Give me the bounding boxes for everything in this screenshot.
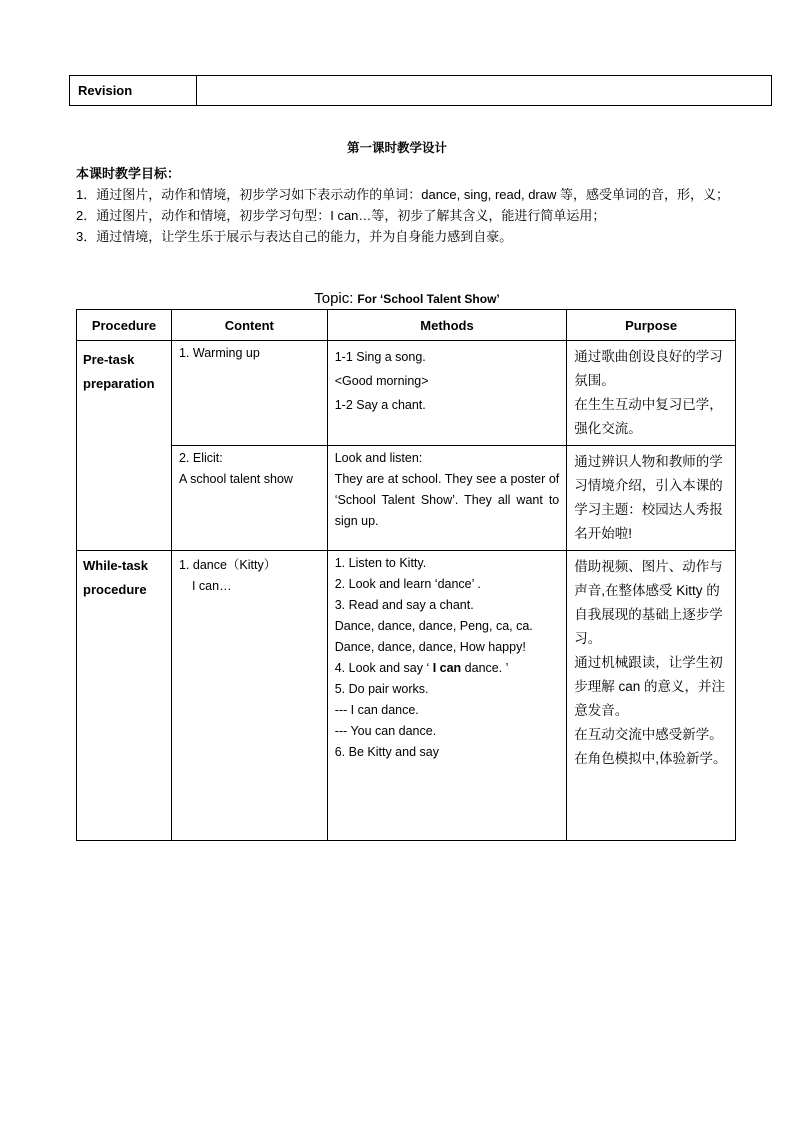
method-bold-text: I can bbox=[432, 661, 462, 675]
content-line: I can… bbox=[191, 579, 232, 593]
goal-item-3: 3．通过情境，让学生乐于展示与表达自己的能力，并为自身能力感到自豪。 bbox=[76, 229, 513, 244]
goal-item-1: 1．通过图片，动作和情境，初步学习如下表示动作的单词：dance, sing, read, draw 等，感受单词的音，形，义； bbox=[76, 187, 729, 202]
chant-line: Dance, dance, dance, How happy! bbox=[334, 640, 526, 654]
content-warming-up: 1. Warming up bbox=[171, 341, 327, 446]
revision-table bbox=[69, 75, 772, 106]
purpose-warming-up bbox=[567, 341, 736, 446]
purpose-elicit: 通过辨识人物和教师的学习情境介绍，引入本课的学习主题：校园达人秀报名开始啦! bbox=[567, 446, 736, 551]
method-line: 1-1 Sing a song. bbox=[334, 350, 426, 364]
method-line: 1-2 Say a chant. bbox=[334, 398, 426, 412]
purpose-line: 借助视频、图片、动作与声音,在整体感受 Kitty 的自我展现的基础上逐步学习。 bbox=[574, 559, 723, 646]
dialogue-line: --- I can dance. bbox=[334, 703, 419, 717]
revision-value bbox=[197, 76, 772, 106]
procedure-pre-task-line-2: preparation bbox=[83, 376, 155, 391]
method-line: 6. Be Kitty and say bbox=[334, 745, 439, 759]
topic-prefix: Topic: bbox=[314, 290, 354, 307]
content-line: 2. Elicit: bbox=[178, 451, 223, 465]
table-row bbox=[77, 551, 736, 841]
purpose-line: 通过歌曲创设良好的学习氛围。 bbox=[574, 349, 723, 388]
table-row bbox=[77, 341, 736, 446]
header-purpose: Purpose bbox=[567, 310, 736, 341]
content-line: 1. dance（Kitty） bbox=[178, 558, 277, 572]
method-line: 3. Read and say a chant. bbox=[334, 598, 474, 612]
content-elicit bbox=[171, 446, 327, 551]
method-line: Look and listen: bbox=[334, 451, 423, 465]
header-content: Content bbox=[171, 310, 327, 341]
procedure-while-task bbox=[77, 551, 172, 841]
purpose-line: 在生生互动中复习已学，强化交流。 bbox=[574, 397, 723, 436]
purpose-line: 在角色模拟中,体验新学。 bbox=[574, 751, 727, 766]
purpose-line: 在互动交流中感受新学。 bbox=[574, 727, 723, 742]
purpose-line: 通过机械跟读，让学生初步理解 can 的意义，并注意发音。 bbox=[574, 655, 726, 718]
table-row bbox=[77, 446, 736, 551]
procedure-while-task-line-2: procedure bbox=[83, 582, 147, 597]
procedure-while-task-line-1: While-task bbox=[83, 558, 149, 573]
lesson-goals bbox=[76, 163, 736, 247]
methods-warming-up bbox=[327, 341, 567, 446]
method-text: 4. Look and say ‘ bbox=[334, 661, 433, 675]
topic-heading bbox=[0, 290, 794, 307]
revision-label: Revision bbox=[70, 76, 197, 106]
content-line: A school talent show bbox=[178, 472, 293, 486]
procedure-pre-task bbox=[77, 341, 172, 551]
method-line: 2. Look and learn ‘dance’ . bbox=[334, 577, 481, 591]
method-line: They are at school. They see a poster of ‘School Talent Show’. They all want to sign up. bbox=[334, 472, 560, 528]
header-procedure: Procedure bbox=[77, 310, 172, 341]
method-line: 5. Do pair works. bbox=[334, 682, 429, 696]
dialogue-line: --- You can dance. bbox=[334, 724, 437, 738]
method-line bbox=[335, 658, 560, 679]
lesson-design-title: 第一课时教学设计 bbox=[346, 141, 447, 155]
method-line: 1. Listen to Kitty. bbox=[334, 556, 427, 570]
method-line: <Good morning> bbox=[334, 374, 429, 388]
goals-heading: 本课时教学目标： bbox=[76, 166, 181, 181]
header-methods: Methods bbox=[327, 310, 567, 341]
lesson-plan-table bbox=[76, 309, 736, 841]
methods-elicit bbox=[327, 446, 567, 551]
method-text: dance. ’ bbox=[461, 661, 509, 675]
purpose-dance bbox=[567, 551, 736, 841]
revision-row bbox=[70, 76, 772, 106]
methods-dance bbox=[327, 551, 567, 841]
procedure-pre-task-line-1: Pre-task bbox=[83, 352, 135, 367]
table-header-row bbox=[77, 310, 736, 341]
content-dance bbox=[171, 551, 327, 841]
chant-line: Dance, dance, dance, Peng, ca, ca. bbox=[334, 619, 533, 633]
topic-text: For ‘School Talent Show’ bbox=[357, 292, 500, 306]
goal-item-2: 2．通过图片，动作和情境，初步学习句型：I can…等，初步了解其含义，能进行简单运用； bbox=[76, 208, 606, 223]
